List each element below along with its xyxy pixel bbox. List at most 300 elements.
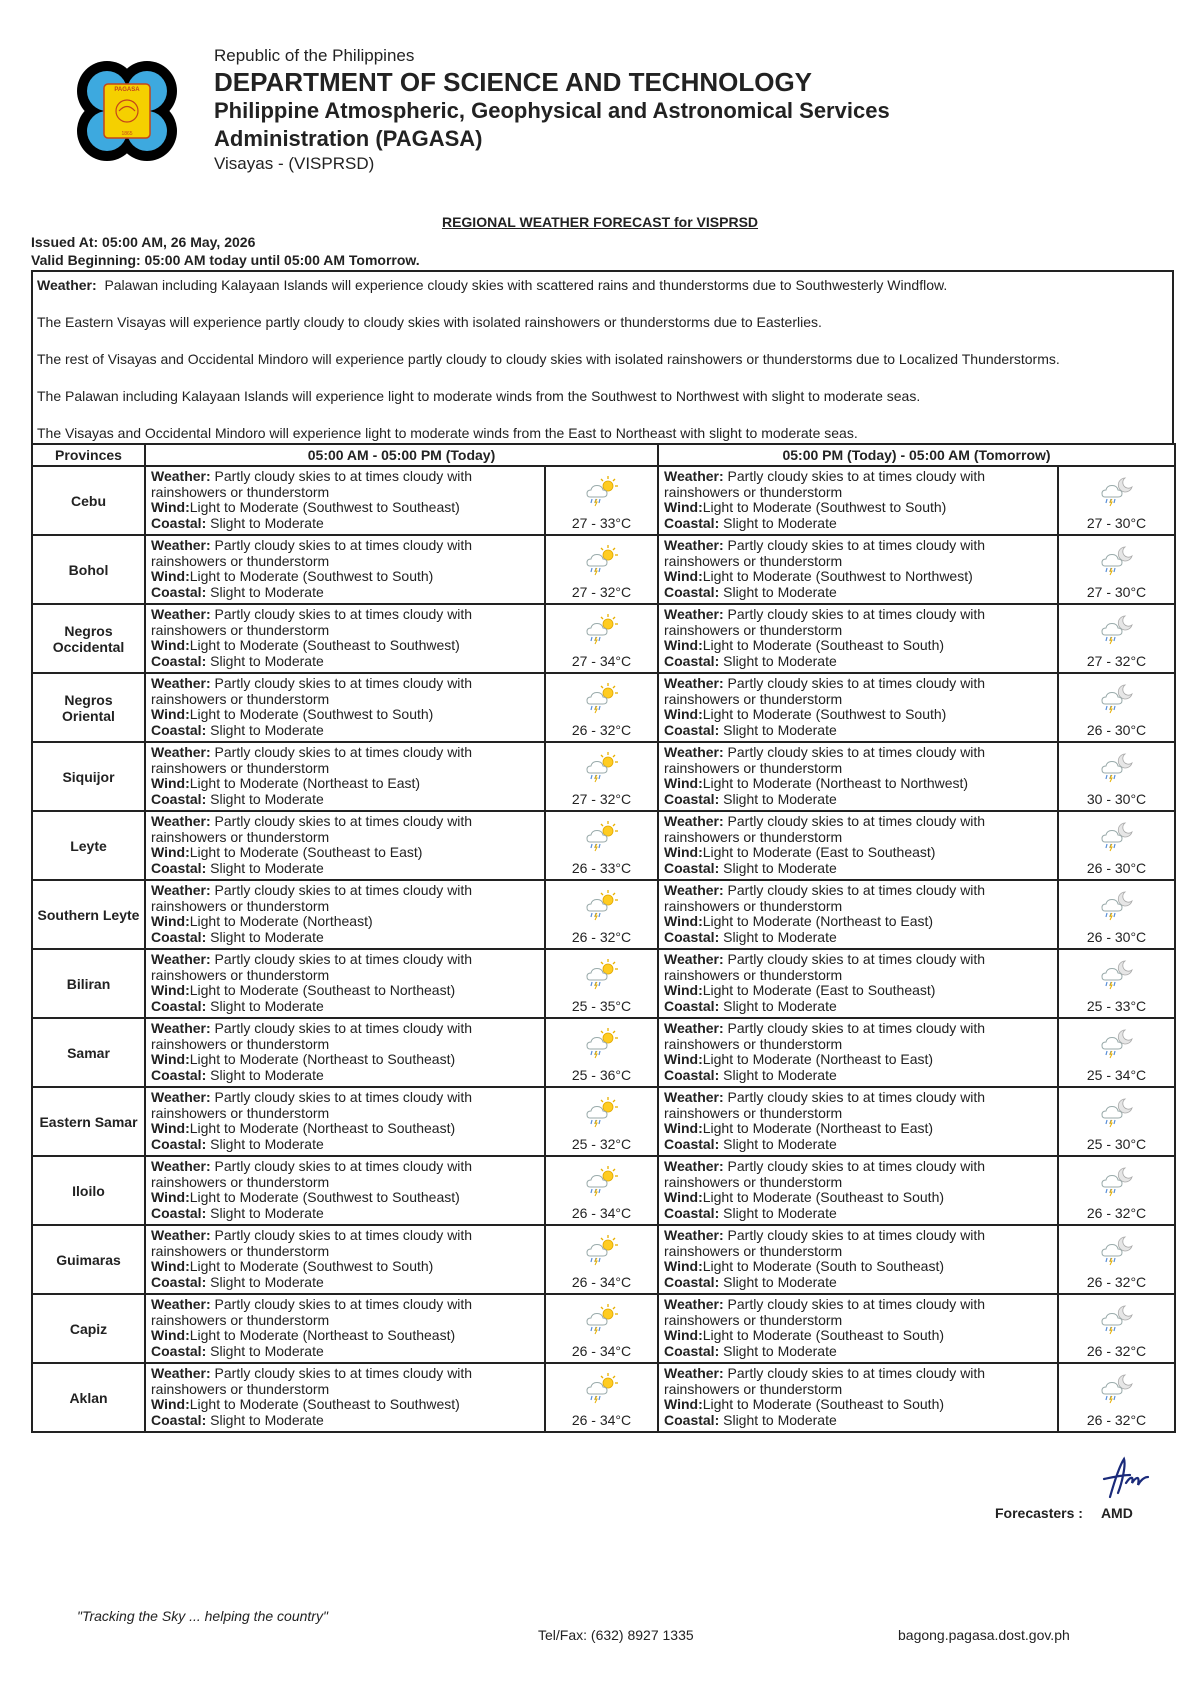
day-icon-cell	[545, 1225, 658, 1294]
night-icon-cell	[1058, 1156, 1175, 1225]
letterhead	[214, 45, 890, 175]
coastal-text: Slight to Moderate	[723, 859, 837, 876]
wind-label: Wind:	[151, 1120, 190, 1136]
valid-period: Valid Beginning: 05:00 AM today until 05:00 AM Tomorrow.	[31, 252, 420, 268]
night-temperature: 26 - 30°C	[1086, 722, 1147, 738]
weather-summary-paragraph: The Palawan including Kalayaan Islands will experience light to moderate winds from the Southwest to Northwest with slight to moderate seas.	[37, 388, 921, 404]
night-forecast	[658, 604, 1058, 673]
province-name: Negros Oriental	[32, 673, 145, 742]
coastal-label: Coastal:	[151, 1342, 207, 1359]
province-name: Siquijor	[32, 742, 145, 811]
weather-summary-first	[37, 277, 1168, 314]
province-name: Bohol	[32, 535, 145, 604]
day-icon-cell	[545, 742, 658, 811]
wind-text: Light to Moderate (Southeast to South)	[702, 1327, 945, 1343]
weather-label: Weather:	[664, 606, 724, 622]
weather-text: Partly cloudy skies to at times cloudy with rainshowers or thunderstorm	[151, 537, 473, 569]
day-temperature: 27 - 32°C	[571, 791, 632, 807]
province-name: Aklan	[32, 1363, 145, 1432]
document-title-text: REGIONAL WEATHER FORECAST for VISPRSD	[441, 214, 759, 230]
partly-cloudy-rain-sun-icon	[584, 1027, 620, 1059]
day-temperature: 25 - 35°C	[571, 998, 632, 1014]
wind-label: Wind:	[151, 982, 190, 998]
coastal-label: Coastal:	[151, 1411, 207, 1428]
weather-text: Partly cloudy skies to at times cloudy with rainshowers or thunderstorm	[664, 1020, 986, 1052]
province-name: Negros Occidental	[32, 604, 145, 673]
weather-summary-paragraph: The Visayas and Occidental Mindoro will experience light to moderate winds from the East to Northeast with slight to moderate seas.	[37, 425, 858, 441]
weather-summary-text: Palawan including Kalayaan Islands will experience cloudy skies with scattered rains and thunderstorms due to Southwesterly Windflow.	[104, 277, 948, 293]
day-forecast	[145, 1363, 545, 1432]
wind-label: Wind:	[664, 775, 703, 791]
wind-label: Wind:	[664, 913, 703, 929]
partly-cloudy-rain-sun-icon	[584, 820, 620, 852]
website: bagong.pagasa.dost.gov.ph	[898, 1627, 1070, 1643]
province-name: Samar	[32, 1018, 145, 1087]
province-name: Cebu	[32, 466, 145, 535]
coastal-text: Slight to Moderate	[210, 997, 324, 1014]
day-icon-cell	[545, 673, 658, 742]
pagasa-logo	[74, 58, 180, 164]
wind-text: Light to Moderate (Southwest to South)	[189, 706, 434, 722]
wind-text: Light to Moderate (Southwest to South)	[189, 1258, 434, 1274]
partly-cloudy-rain-moon-icon	[1099, 544, 1135, 576]
wind-label: Wind:	[151, 1258, 190, 1274]
weather-text: Partly cloudy skies to at times cloudy with rainshowers or thunderstorm	[151, 606, 473, 638]
coastal-label: Coastal:	[151, 997, 207, 1014]
day-icon-cell	[545, 535, 658, 604]
day-icon-cell	[545, 1363, 658, 1432]
partly-cloudy-rain-sun-icon	[584, 751, 620, 783]
wind-text: Light to Moderate (Southeast to Northeast)	[189, 982, 456, 998]
weather-label: Weather:	[151, 1089, 211, 1105]
wind-text: Light to Moderate (Southeast to South)	[702, 637, 945, 653]
weather-text: Partly cloudy skies to at times cloudy with rainshowers or thunderstorm	[664, 882, 986, 914]
night-icon-cell	[1058, 604, 1175, 673]
day-forecast	[145, 1018, 545, 1087]
header-today: 05:00 AM - 05:00 PM (Today)	[145, 444, 658, 466]
night-temperature: 26 - 30°C	[1086, 929, 1147, 945]
wind-text: Light to Moderate (Northeast)	[189, 913, 373, 929]
wind-label: Wind:	[151, 844, 190, 860]
weather-text: Partly cloudy skies to at times cloudy with rainshowers or thunderstorm	[151, 675, 473, 707]
night-forecast	[658, 1156, 1058, 1225]
weather-label: Weather:	[664, 1365, 724, 1381]
province-name: Biliran	[32, 949, 145, 1018]
coastal-label: Coastal:	[151, 1204, 207, 1221]
weather-label: Weather:	[151, 744, 211, 760]
coastal-label: Coastal:	[151, 652, 207, 669]
coastal-text: Slight to Moderate	[210, 583, 324, 600]
coastal-text: Slight to Moderate	[210, 721, 324, 738]
partly-cloudy-rain-moon-icon	[1099, 1096, 1135, 1128]
day-forecast	[145, 1156, 545, 1225]
night-temperature: 27 - 30°C	[1086, 584, 1147, 600]
coastal-text: Slight to Moderate	[723, 583, 837, 600]
coastal-text: Slight to Moderate	[210, 790, 324, 807]
weather-text: Partly cloudy skies to at times cloudy with rainshowers or thunderstorm	[151, 1365, 473, 1397]
night-forecast	[658, 466, 1058, 535]
coastal-label: Coastal:	[664, 1066, 720, 1083]
wind-text: Light to Moderate (East to Southeast)	[702, 982, 936, 998]
coastal-text: Slight to Moderate	[723, 1273, 837, 1290]
weather-label: Weather:	[151, 606, 211, 622]
weather-summary-label: Weather:	[37, 277, 97, 293]
coastal-text: Slight to Moderate	[210, 1204, 324, 1221]
coastal-label: Coastal:	[664, 928, 720, 945]
table-header-row	[32, 444, 1175, 466]
partly-cloudy-rain-moon-icon	[1099, 475, 1135, 507]
weather-text: Partly cloudy skies to at times cloudy with rainshowers or thunderstorm	[664, 1158, 986, 1190]
issued-at: Issued At: 05:00 AM, 26 May, 2026	[31, 234, 256, 250]
weather-text: Partly cloudy skies to at times cloudy with rainshowers or thunderstorm	[151, 882, 473, 914]
weather-text: Partly cloudy skies to at times cloudy with rainshowers or thunderstorm	[664, 1365, 986, 1397]
province-name: Eastern Samar	[32, 1087, 145, 1156]
coastal-text: Slight to Moderate	[210, 1273, 324, 1290]
wind-label: Wind:	[151, 637, 190, 653]
partly-cloudy-rain-moon-icon	[1099, 820, 1135, 852]
night-forecast	[658, 535, 1058, 604]
coastal-label: Coastal:	[664, 790, 720, 807]
weather-label: Weather:	[664, 1296, 724, 1312]
document-title	[0, 214, 1200, 230]
weather-label: Weather:	[151, 1020, 211, 1036]
partly-cloudy-rain-sun-icon	[584, 544, 620, 576]
night-forecast	[658, 1018, 1058, 1087]
night-forecast	[658, 949, 1058, 1018]
coastal-text: Slight to Moderate	[723, 1204, 837, 1221]
weather-label: Weather:	[664, 1227, 724, 1243]
wind-label: Wind:	[151, 1327, 190, 1343]
night-icon-cell	[1058, 949, 1175, 1018]
day-temperature: 26 - 32°C	[571, 929, 632, 945]
night-temperature: 27 - 32°C	[1086, 653, 1147, 669]
weather-label: Weather:	[664, 468, 724, 484]
coastal-label: Coastal:	[664, 583, 720, 600]
wind-label: Wind:	[664, 1396, 703, 1412]
forecaster-signature	[1096, 1453, 1152, 1501]
coastal-text: Slight to Moderate	[723, 1411, 837, 1428]
wind-text: Light to Moderate (Southeast to Southwest)	[189, 1396, 460, 1412]
night-temperature: 25 - 30°C	[1086, 1136, 1147, 1152]
coastal-label: Coastal:	[664, 997, 720, 1014]
department-name: DEPARTMENT OF SCIENCE AND TECHNOLOGY	[214, 67, 813, 97]
day-forecast	[145, 880, 545, 949]
day-temperature: 27 - 33°C	[571, 515, 632, 531]
issue-info	[31, 233, 420, 269]
wind-text: Light to Moderate (Northeast to Southeast)	[189, 1051, 456, 1067]
wind-label: Wind:	[664, 499, 703, 515]
coastal-label: Coastal:	[151, 1066, 207, 1083]
coastal-text: Slight to Moderate	[723, 1342, 837, 1359]
wind-label: Wind:	[151, 499, 190, 515]
weather-text: Partly cloudy skies to at times cloudy with rainshowers or thunderstorm	[664, 744, 986, 776]
coastal-label: Coastal:	[664, 1204, 720, 1221]
coastal-label: Coastal:	[151, 1273, 207, 1290]
partly-cloudy-rain-sun-icon	[584, 682, 620, 714]
province-name: Southern Leyte	[32, 880, 145, 949]
motto: "Tracking the Sky ... helping the country"	[77, 1608, 328, 1624]
day-forecast	[145, 604, 545, 673]
day-forecast	[145, 673, 545, 742]
wind-text: Light to Moderate (Northeast to Southeast)	[189, 1327, 456, 1343]
night-icon-cell	[1058, 1225, 1175, 1294]
province-name: Leyte	[32, 811, 145, 880]
weather-text: Partly cloudy skies to at times cloudy with rainshowers or thunderstorm	[664, 1089, 986, 1121]
night-icon-cell	[1058, 742, 1175, 811]
day-temperature: 26 - 32°C	[571, 722, 632, 738]
weather-label: Weather:	[151, 537, 211, 553]
wind-label: Wind:	[151, 913, 190, 929]
wind-text: Light to Moderate (Northeast to Northwest)	[702, 775, 969, 791]
coastal-label: Coastal:	[664, 514, 720, 531]
coastal-text: Slight to Moderate	[210, 1342, 324, 1359]
weather-label: Weather:	[151, 675, 211, 691]
weather-label: Weather:	[664, 675, 724, 691]
day-forecast	[145, 1225, 545, 1294]
night-icon-cell	[1058, 466, 1175, 535]
province-name: Iloilo	[32, 1156, 145, 1225]
wind-label: Wind:	[151, 1396, 190, 1412]
weather-text: Partly cloudy skies to at times cloudy with rainshowers or thunderstorm	[151, 1089, 473, 1121]
table-row	[32, 535, 1175, 604]
header-tomorrow: 05:00 PM (Today) - 05:00 AM (Tomorrow)	[658, 444, 1175, 466]
night-icon-cell	[1058, 1294, 1175, 1363]
coastal-text: Slight to Moderate	[210, 928, 324, 945]
table-row	[32, 1018, 1175, 1087]
wind-label: Wind:	[664, 1327, 703, 1343]
wind-label: Wind:	[151, 1051, 190, 1067]
partly-cloudy-rain-moon-icon	[1099, 1303, 1135, 1335]
night-temperature: 26 - 32°C	[1086, 1274, 1147, 1290]
wind-label: Wind:	[664, 568, 703, 584]
day-icon-cell	[545, 1156, 658, 1225]
coastal-text: Slight to Moderate	[723, 1066, 837, 1083]
coastal-label: Coastal:	[664, 1411, 720, 1428]
weather-text: Partly cloudy skies to at times cloudy with rainshowers or thunderstorm	[151, 468, 473, 500]
weather-summary-paragraph: The Eastern Visayas will experience partly cloudy to cloudy skies with isolated rainshowers or thunderstorms due to Easterlies.	[37, 314, 822, 330]
partly-cloudy-rain-sun-icon	[584, 1234, 620, 1266]
wind-text: Light to Moderate (Northeast to East)	[702, 1051, 934, 1067]
wind-text: Light to Moderate (Northeast to East)	[189, 775, 421, 791]
forecasters-initials: AMD	[1100, 1505, 1133, 1521]
night-temperature: 30 - 30°C	[1086, 791, 1147, 807]
night-temperature: 25 - 33°C	[1086, 998, 1147, 1014]
partly-cloudy-rain-sun-icon	[584, 1372, 620, 1404]
coastal-text: Slight to Moderate	[723, 997, 837, 1014]
weather-text: Partly cloudy skies to at times cloudy with rainshowers or thunderstorm	[151, 1227, 473, 1259]
day-forecast	[145, 811, 545, 880]
table-row	[32, 1363, 1175, 1432]
partly-cloudy-rain-sun-icon	[584, 889, 620, 921]
wind-label: Wind:	[151, 775, 190, 791]
header-provinces: Provinces	[32, 444, 145, 466]
day-temperature: 26 - 34°C	[571, 1343, 632, 1359]
night-forecast	[658, 1087, 1058, 1156]
weather-label: Weather:	[664, 1020, 724, 1036]
wind-text: Light to Moderate (Southwest to Southeast)	[189, 499, 460, 515]
table-row	[32, 811, 1175, 880]
partly-cloudy-rain-moon-icon	[1099, 1234, 1135, 1266]
day-icon-cell	[545, 604, 658, 673]
weather-label: Weather:	[151, 468, 211, 484]
weather-label: Weather:	[151, 1227, 211, 1243]
logo-year: 1865	[121, 131, 133, 137]
day-icon-cell	[545, 811, 658, 880]
partly-cloudy-rain-moon-icon	[1099, 889, 1135, 921]
forecasters-label: Forecasters :	[995, 1505, 1083, 1521]
coastal-text: Slight to Moderate	[210, 514, 324, 531]
table-row	[32, 742, 1175, 811]
night-forecast	[658, 1225, 1058, 1294]
partly-cloudy-rain-sun-icon	[584, 1096, 620, 1128]
weather-label: Weather:	[151, 1365, 211, 1381]
weather-label: Weather:	[151, 813, 211, 829]
weather-text: Partly cloudy skies to at times cloudy with rainshowers or thunderstorm	[664, 951, 986, 983]
coastal-text: Slight to Moderate	[723, 721, 837, 738]
night-forecast	[658, 1294, 1058, 1363]
tel-fax: Tel/Fax: (632) 8927 1335	[538, 1627, 694, 1643]
coastal-label: Coastal:	[664, 721, 720, 738]
night-icon-cell	[1058, 1018, 1175, 1087]
coastal-text: Slight to Moderate	[210, 1411, 324, 1428]
coastal-label: Coastal:	[151, 928, 207, 945]
partly-cloudy-rain-sun-icon	[584, 1303, 620, 1335]
day-temperature: 26 - 34°C	[571, 1205, 632, 1221]
partly-cloudy-rain-moon-icon	[1099, 682, 1135, 714]
day-forecast	[145, 1087, 545, 1156]
table-row	[32, 949, 1175, 1018]
coastal-text: Slight to Moderate	[723, 928, 837, 945]
partly-cloudy-rain-sun-icon	[584, 1165, 620, 1197]
partly-cloudy-rain-moon-icon	[1099, 1027, 1135, 1059]
day-icon-cell	[545, 1018, 658, 1087]
wind-text: Light to Moderate (Northeast to East)	[702, 1120, 934, 1136]
coastal-text: Slight to Moderate	[723, 652, 837, 669]
partly-cloudy-rain-sun-icon	[584, 475, 620, 507]
night-forecast	[658, 742, 1058, 811]
wind-text: Light to Moderate (Southwest to Northwest)	[702, 568, 973, 584]
wind-text: Light to Moderate (Southwest to South)	[702, 499, 947, 515]
agency-name-line2: Administration (PAGASA)	[214, 126, 483, 151]
wind-text: Light to Moderate (Southwest to Southeast)	[189, 1189, 460, 1205]
coastal-text: Slight to Moderate	[723, 790, 837, 807]
wind-text: Light to Moderate (Southwest to South)	[189, 568, 434, 584]
night-icon-cell	[1058, 673, 1175, 742]
night-temperature: 26 - 32°C	[1086, 1205, 1147, 1221]
coastal-label: Coastal:	[664, 1342, 720, 1359]
night-icon-cell	[1058, 880, 1175, 949]
partly-cloudy-rain-sun-icon	[584, 613, 620, 645]
province-name: Capiz	[32, 1294, 145, 1363]
partly-cloudy-rain-moon-icon	[1099, 613, 1135, 645]
weather-text: Partly cloudy skies to at times cloudy with rainshowers or thunderstorm	[151, 1020, 473, 1052]
province-name: Guimaras	[32, 1225, 145, 1294]
wind-label: Wind:	[664, 1051, 703, 1067]
weather-text: Partly cloudy skies to at times cloudy with rainshowers or thunderstorm	[664, 606, 986, 638]
weather-text: Partly cloudy skies to at times cloudy with rainshowers or thunderstorm	[664, 1296, 986, 1328]
coastal-text: Slight to Moderate	[210, 859, 324, 876]
weather-label: Weather:	[151, 951, 211, 967]
coastal-label: Coastal:	[151, 1135, 207, 1152]
coastal-text: Slight to Moderate	[210, 652, 324, 669]
coastal-label: Coastal:	[151, 583, 207, 600]
day-forecast	[145, 949, 545, 1018]
coastal-text: Slight to Moderate	[723, 1135, 837, 1152]
table-row	[32, 673, 1175, 742]
day-forecast	[145, 466, 545, 535]
day-icon-cell	[545, 1087, 658, 1156]
weather-summary-paragraph: The rest of Visayas and Occidental Mindoro will experience partly cloudy to cloudy skies with isolated rainshowers or thunderstorms due to Localized Thunderstorms.	[37, 351, 1060, 367]
coastal-text: Slight to Moderate	[723, 514, 837, 531]
day-temperature: 26 - 34°C	[571, 1274, 632, 1290]
weather-text: Partly cloudy skies to at times cloudy with rainshowers or thunderstorm	[151, 813, 473, 845]
night-temperature: 26 - 30°C	[1086, 860, 1147, 876]
night-temperature: 25 - 34°C	[1086, 1067, 1147, 1083]
wind-label: Wind:	[664, 982, 703, 998]
wind-label: Wind:	[151, 1189, 190, 1205]
day-temperature: 25 - 36°C	[571, 1067, 632, 1083]
table-row	[32, 466, 1175, 535]
night-temperature: 26 - 32°C	[1086, 1343, 1147, 1359]
partly-cloudy-rain-moon-icon	[1099, 1372, 1135, 1404]
table-row	[32, 1156, 1175, 1225]
coastal-label: Coastal:	[151, 790, 207, 807]
wind-label: Wind:	[664, 1189, 703, 1205]
wind-text: Light to Moderate (Southeast to Southwest)	[189, 637, 460, 653]
weather-text: Partly cloudy skies to at times cloudy with rainshowers or thunderstorm	[664, 813, 986, 845]
day-temperature: 27 - 32°C	[571, 584, 632, 600]
weather-label: Weather:	[664, 951, 724, 967]
night-icon-cell	[1058, 1087, 1175, 1156]
weather-label: Weather:	[664, 1089, 724, 1105]
coastal-text: Slight to Moderate	[210, 1135, 324, 1152]
wind-text: Light to Moderate (East to Southeast)	[702, 844, 936, 860]
weather-text: Partly cloudy skies to at times cloudy with rainshowers or thunderstorm	[151, 1296, 473, 1328]
coastal-label: Coastal:	[664, 1273, 720, 1290]
table-row	[32, 1294, 1175, 1363]
weather-text: Partly cloudy skies to at times cloudy with rainshowers or thunderstorm	[664, 537, 986, 569]
weather-text: Partly cloudy skies to at times cloudy with rainshowers or thunderstorm	[151, 951, 473, 983]
weather-label: Weather:	[151, 1158, 211, 1174]
coastal-label: Coastal:	[151, 721, 207, 738]
weather-text: Partly cloudy skies to at times cloudy with rainshowers or thunderstorm	[151, 744, 473, 776]
logo-text: PAGASA	[114, 87, 140, 93]
wind-label: Wind:	[664, 637, 703, 653]
day-forecast	[145, 742, 545, 811]
forecast-table-body	[32, 466, 1175, 1432]
forecasters	[995, 1505, 1133, 1521]
night-icon-cell	[1058, 1363, 1175, 1432]
agency-name-line1: Philippine Atmospheric, Geophysical and Astronomical Services	[214, 98, 890, 123]
wind-label: Wind:	[664, 1258, 703, 1274]
weather-label: Weather:	[151, 1296, 211, 1312]
wind-text: Light to Moderate (Southeast to East)	[189, 844, 423, 860]
coastal-text: Slight to Moderate	[210, 1066, 324, 1083]
forecast-table	[31, 443, 1176, 1433]
wind-text: Light to Moderate (Southwest to South)	[702, 706, 947, 722]
weather-label: Weather:	[151, 882, 211, 898]
wind-label: Wind:	[664, 706, 703, 722]
day-icon-cell	[545, 949, 658, 1018]
night-forecast	[658, 880, 1058, 949]
coastal-label: Coastal:	[664, 1135, 720, 1152]
wind-text: Light to Moderate (Southeast to South)	[702, 1396, 945, 1412]
weather-label: Weather:	[664, 813, 724, 829]
wind-text: Light to Moderate (Northeast to Southeast)	[189, 1120, 456, 1136]
weather-summary	[31, 270, 1174, 444]
wind-label: Wind:	[664, 1120, 703, 1136]
table-row	[32, 604, 1175, 673]
